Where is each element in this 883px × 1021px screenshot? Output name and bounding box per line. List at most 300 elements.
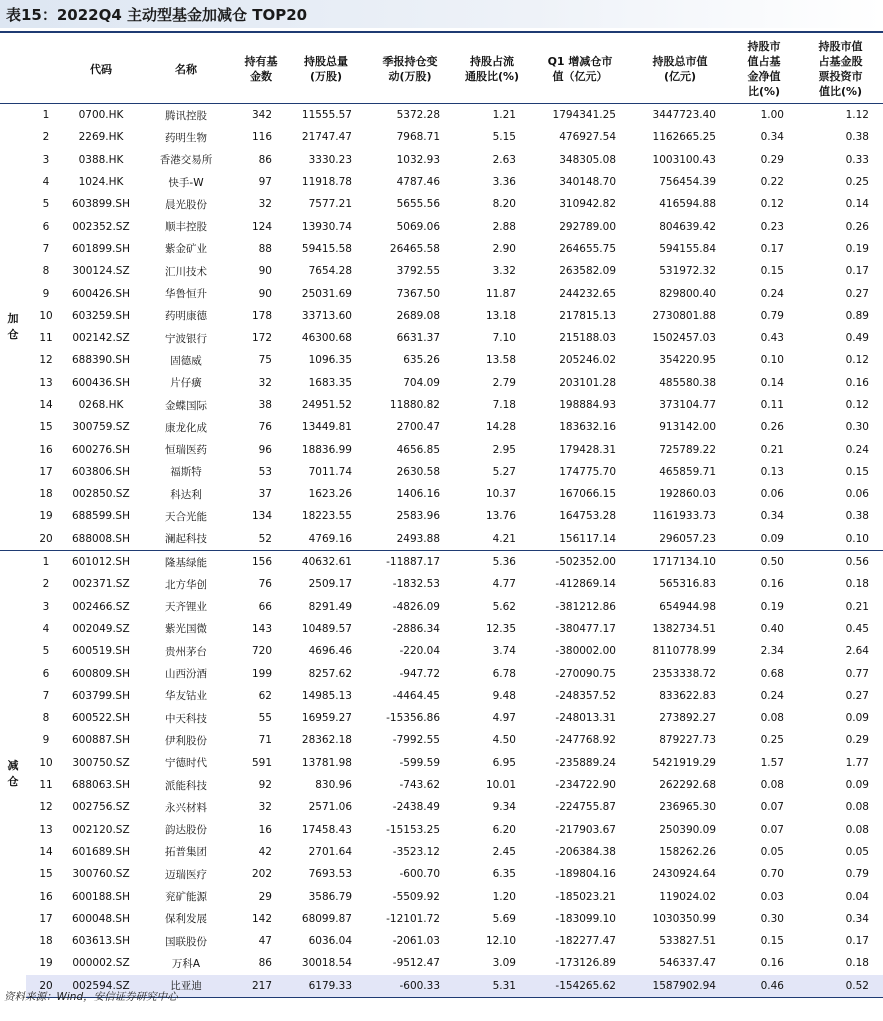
- table-cell: 116: [251, 131, 272, 144]
- table-cell: 90: [258, 265, 272, 278]
- table-cell: 1161933.73: [652, 510, 716, 523]
- column-header: 持股总量 (万股): [304, 55, 348, 83]
- table-cell: 53: [258, 465, 272, 478]
- table-cell: 0.10: [798, 528, 883, 551]
- table-cell: 32: [258, 801, 272, 814]
- table-cell: 264655.75: [559, 242, 616, 255]
- table-cell: 2.34: [760, 645, 784, 658]
- table-cell: 531972.32: [659, 265, 716, 278]
- table-cell: 830.96: [315, 779, 352, 792]
- table-cell: -600.33: [366, 975, 454, 998]
- table-cell: 2.88: [492, 220, 516, 233]
- table-cell: 2.79: [492, 376, 516, 389]
- table-cell: -412869.14: [555, 578, 616, 591]
- table-cell: 71: [258, 734, 272, 747]
- table-cell: 0.15: [845, 465, 869, 478]
- table-cell: 0.16: [760, 957, 784, 970]
- table-cell: 0.15: [760, 265, 784, 278]
- table-cell: 4.21: [454, 528, 530, 551]
- table-cell: 科达利: [170, 488, 202, 501]
- table-cell: 13449.81: [301, 421, 352, 434]
- table-row: [0, 305, 883, 327]
- table-cell: 2509.17: [308, 578, 352, 591]
- table-cell: 0.70: [760, 868, 784, 881]
- table-cell: 1683.35: [308, 376, 352, 389]
- table-cell: 国联股份: [165, 935, 207, 948]
- table-cell: 1003100.43: [652, 153, 716, 166]
- table-row: [0, 238, 883, 260]
- column-header: 代码: [90, 62, 112, 76]
- table-cell: 465859.71: [659, 465, 716, 478]
- table-row: [0, 863, 883, 885]
- table-cell: 1502457.03: [652, 332, 716, 345]
- table-cell: 5: [42, 645, 50, 658]
- table-cell: 2.45: [492, 845, 516, 858]
- table-cell: 236965.30: [659, 801, 716, 814]
- table-cell: 17: [39, 912, 53, 925]
- table-cell: -173126.89: [555, 957, 616, 970]
- table-cell: -270090.75: [555, 667, 616, 680]
- table-cell: 0.29: [845, 734, 869, 747]
- table-cell: 3.09: [492, 957, 516, 970]
- table-cell: 0.89: [845, 309, 869, 322]
- table-cell: 1096.35: [308, 354, 352, 367]
- table-cell: -5509.92: [392, 890, 440, 903]
- table-cell: 1030350.99: [652, 912, 716, 925]
- table-cell: 199: [251, 667, 272, 680]
- table-cell: 0.56: [845, 556, 869, 569]
- fund-position-table: [0, 35, 883, 998]
- table-cell: 348305.08: [559, 153, 616, 166]
- table-cell: 0.14: [845, 198, 869, 211]
- table-cell: 7: [42, 689, 50, 702]
- source-note: 资料来源：Wind，安信证券研究中心: [4, 991, 178, 1003]
- table-cell: 1.57: [760, 756, 784, 769]
- table-title: 表15：2022Q4 主动型基金加减仓 TOP20: [6, 6, 308, 24]
- table-cell: 0.18: [845, 957, 869, 970]
- table-cell: -2438.49: [392, 801, 440, 814]
- table-cell: 天齐锂业: [165, 601, 207, 614]
- table-cell: 兖矿能源: [165, 891, 207, 904]
- table-cell: 10: [39, 309, 53, 322]
- table-cell: 0.06: [760, 488, 784, 501]
- table-cell: 16: [39, 890, 53, 903]
- table-cell: -234722.90: [555, 779, 616, 792]
- table-cell: 002371.SZ: [72, 578, 130, 591]
- table-cell: 0.34: [760, 131, 784, 144]
- table-cell: 0.49: [845, 332, 869, 345]
- table-cell: 0.24: [760, 689, 784, 702]
- table-cell: 13: [39, 376, 53, 389]
- table-cell: -1832.53: [392, 578, 440, 591]
- table-row: [0, 685, 883, 707]
- table-cell: 68099.87: [301, 912, 352, 925]
- table-row: [0, 841, 883, 863]
- table-cell: 2353338.72: [652, 667, 716, 680]
- table-cell: 47: [258, 935, 272, 948]
- table-cell: -189804.16: [555, 868, 616, 881]
- table-cell: 2730801.88: [652, 309, 716, 322]
- table-cell: 565316.83: [659, 578, 716, 591]
- table-cell: 203101.28: [559, 376, 616, 389]
- table-cell: 546337.47: [659, 957, 716, 970]
- table-cell: -182277.47: [555, 935, 616, 948]
- table-cell: 300124.SZ: [72, 265, 130, 278]
- table-cell: 5069.06: [396, 220, 440, 233]
- table-cell: 片仔癀: [170, 377, 202, 390]
- table-cell: 0.06: [845, 488, 869, 501]
- table-row: [0, 282, 883, 304]
- table-cell: 北方华创: [165, 578, 207, 591]
- table-cell: 4.77: [492, 578, 516, 591]
- table-cell: 5.62: [492, 600, 516, 613]
- table-cell: 2430924.64: [652, 868, 716, 881]
- table-cell: 2689.08: [396, 309, 440, 322]
- table-cell: 603806.SH: [72, 465, 130, 478]
- table-cell: 1: [42, 109, 50, 122]
- table-cell: 0.19: [760, 600, 784, 613]
- table-cell: 0.05: [845, 845, 869, 858]
- table-row: [0, 618, 883, 640]
- table-cell: 119024.02: [659, 890, 716, 903]
- table-cell: 0.24: [760, 287, 784, 300]
- table-cell: 0.79: [845, 868, 869, 881]
- table-cell: 635.26: [403, 354, 440, 367]
- table-cell: 688599.SH: [72, 510, 130, 523]
- table-cell: 15: [39, 421, 53, 434]
- table-cell: 0.16: [760, 578, 784, 591]
- table-cell: 354220.95: [659, 354, 716, 367]
- table-cell: 720: [251, 645, 272, 658]
- table-cell: 30018.54: [301, 957, 352, 970]
- table-cell: 217: [236, 975, 286, 998]
- table-cell: 262292.68: [659, 779, 716, 792]
- table-row: [0, 483, 883, 505]
- table-cell: 829800.40: [659, 287, 716, 300]
- table-cell: 山西汾酒: [165, 668, 207, 681]
- table-cell: 263582.09: [559, 265, 616, 278]
- table-cell: 002352.SZ: [72, 220, 130, 233]
- table-cell: 485580.38: [659, 376, 716, 389]
- header-row: [0, 35, 883, 104]
- table-cell: 250390.09: [659, 823, 716, 836]
- table-cell: 10.01: [485, 779, 516, 792]
- table-cell: 万科A: [171, 957, 201, 970]
- table-cell: 拓普集团: [165, 846, 207, 859]
- table-cell: 21747.47: [301, 131, 352, 144]
- column-header: 名称: [175, 62, 197, 76]
- table-cell: 0.21: [845, 600, 869, 613]
- table-cell: 804639.42: [659, 220, 716, 233]
- table-cell: 603613.SH: [72, 935, 130, 948]
- table-cell: -11887.17: [386, 556, 440, 569]
- table-cell: -381212.86: [555, 600, 616, 613]
- table-row: [0, 596, 883, 618]
- table-cell: 0.10: [760, 354, 784, 367]
- table-cell: 688008.SH: [66, 528, 136, 551]
- table-cell: -600.70: [399, 868, 440, 881]
- table-cell: -15356.86: [386, 712, 440, 725]
- table-cell: 654944.98: [659, 600, 716, 613]
- table-cell: 3586.79: [308, 890, 352, 903]
- table-cell: 11: [39, 779, 53, 792]
- table-cell: 5421919.29: [652, 756, 716, 769]
- table-cell: 1.21: [492, 109, 516, 122]
- table-cell: 2583.96: [396, 510, 440, 523]
- table-cell: 2493.88: [366, 528, 454, 551]
- table-cell: 0388.HK: [78, 153, 124, 166]
- table-cell: -154265.62: [530, 975, 630, 998]
- table-cell: -15153.25: [386, 823, 440, 836]
- table-cell: 52: [236, 528, 286, 551]
- table-cell: 1.77: [845, 756, 869, 769]
- table-cell: 4.97: [492, 712, 516, 725]
- table-cell: 2269.HK: [78, 131, 124, 144]
- table-cell: 0.30: [760, 912, 784, 925]
- table-cell: 12.35: [485, 622, 516, 635]
- table-cell: 756454.39: [659, 176, 716, 189]
- table-cell: 4: [42, 622, 50, 635]
- table-cell: 2: [42, 578, 50, 591]
- table-cell: 8: [42, 265, 50, 278]
- table-cell: 7577.21: [308, 198, 352, 211]
- table-cell: 16: [39, 443, 53, 456]
- table-cell: 1406.16: [396, 488, 440, 501]
- table-cell: 紫金矿业: [165, 243, 207, 256]
- table-cell: 342: [251, 109, 272, 122]
- table-cell: 0.11: [760, 399, 784, 411]
- table-cell: 704.09: [403, 376, 440, 389]
- table-cell: 比亚迪: [136, 975, 236, 998]
- table-cell: 13.18: [485, 309, 516, 322]
- table-cell: 202: [251, 868, 272, 881]
- table-cell: 25031.69: [301, 287, 352, 300]
- table-cell: 2.64: [845, 645, 869, 658]
- table-cell: 002594.SZ: [66, 975, 136, 998]
- table-cell: 1162665.25: [652, 131, 716, 144]
- table-cell: 华友钴业: [165, 690, 207, 703]
- table-cell: 0.40: [760, 622, 784, 635]
- table-cell: 紫光国微: [165, 623, 207, 636]
- table-cell: 179428.31: [559, 443, 616, 456]
- table-cell: 15: [39, 868, 53, 881]
- table-cell: 汇川技术: [165, 265, 207, 278]
- table-cell: 600426.SH: [72, 287, 130, 300]
- table-cell: 0.23: [760, 220, 784, 233]
- table-row: [0, 550, 883, 573]
- table-cell: 26465.58: [389, 242, 440, 255]
- table-cell: 永兴材料: [165, 801, 207, 814]
- table-cell: 7011.74: [308, 465, 352, 478]
- table-cell: 0.50: [760, 556, 784, 569]
- table-cell: 8257.62: [308, 667, 352, 680]
- table-cell: 11918.78: [301, 176, 352, 189]
- table-cell: 10: [39, 756, 53, 769]
- table-cell: 0.29: [760, 153, 784, 166]
- table-cell: 164753.28: [559, 510, 616, 523]
- table-cell: 福斯特: [170, 466, 202, 479]
- table-cell: 16959.27: [301, 712, 352, 725]
- table-cell: 5655.56: [396, 198, 440, 211]
- table-cell: 1.20: [492, 890, 516, 903]
- column-header: Q1 增减仓市 值（亿元）: [547, 55, 613, 83]
- table-row: [0, 126, 883, 148]
- table-cell: 迈瑞医疗: [165, 868, 207, 881]
- table-cell: 0.25: [760, 734, 784, 747]
- table-cell: 0.68: [760, 667, 784, 680]
- table-cell: 688063.SH: [72, 779, 130, 792]
- table-cell: 3: [42, 153, 50, 166]
- table-cell: 192860.03: [659, 488, 716, 501]
- table-cell: 292789.00: [559, 220, 616, 233]
- table-cell: 0700.HK: [78, 109, 124, 122]
- table-cell: 416594.88: [659, 198, 716, 211]
- table-cell: 59415.58: [301, 242, 352, 255]
- table-row: [0, 729, 883, 751]
- table-cell: 600519.SH: [72, 645, 130, 658]
- table-cell: 0.43: [760, 332, 784, 345]
- table-cell: 600276.SH: [72, 443, 130, 456]
- table-cell: -380477.17: [555, 622, 616, 635]
- table-cell: 0.77: [845, 667, 869, 680]
- table-cell: 8: [42, 712, 50, 725]
- table-cell: 1382734.51: [652, 622, 716, 635]
- table-cell: 14.28: [485, 421, 516, 434]
- table-cell: -9512.47: [392, 957, 440, 970]
- table-cell: 0.34: [845, 912, 869, 925]
- table-cell: 0.17: [845, 935, 869, 948]
- table-cell: 6.20: [492, 823, 516, 836]
- table-cell: 12: [39, 354, 53, 367]
- table-cell: 3330.23: [308, 153, 352, 166]
- table-cell: 0.30: [845, 421, 869, 434]
- table-cell: 37: [258, 488, 272, 501]
- table-cell: 600809.SH: [72, 667, 130, 680]
- table-cell: 6.35: [492, 868, 516, 881]
- table-cell: 固德威: [170, 354, 202, 367]
- table-cell: 340148.70: [559, 176, 616, 189]
- table-cell: 0.52: [798, 975, 883, 998]
- table-cell: 9.48: [492, 689, 516, 702]
- table-cell: 4769.16: [286, 528, 366, 551]
- table-row: [0, 193, 883, 215]
- table-row: [0, 930, 883, 952]
- table-cell: 1032.93: [396, 153, 440, 166]
- table-cell: 贵州茅台: [165, 645, 207, 658]
- table-cell: 8110778.99: [652, 645, 716, 658]
- table-cell: 7654.28: [308, 265, 352, 278]
- column-header: 持股占流 通股比(%): [464, 55, 520, 83]
- table-cell: 0.17: [845, 265, 869, 278]
- table-cell: 19: [39, 957, 53, 970]
- table-cell: 6: [42, 220, 50, 233]
- table-cell: 913142.00: [659, 421, 716, 434]
- table-cell: 0.12: [760, 198, 784, 211]
- table-cell: 药明生物: [165, 131, 207, 144]
- table-cell: -217903.67: [555, 823, 616, 836]
- column-header: 持股总市值 (亿元): [652, 55, 708, 83]
- column-header: 持股市值 占基金股 票投资市 值比(%): [818, 40, 863, 98]
- table-cell: 300759.SZ: [72, 421, 130, 434]
- table-cell: 快手-W: [168, 176, 204, 189]
- table-cell: 600522.SH: [72, 712, 130, 725]
- table-row: [0, 752, 883, 774]
- column-header: 持股市 值占基 金净值 比(%): [747, 40, 781, 98]
- table-cell: 7367.50: [396, 287, 440, 300]
- table-cell: 6: [42, 667, 50, 680]
- table-cell: 273892.27: [659, 712, 716, 725]
- table-cell: 167066.15: [559, 488, 616, 501]
- table-cell: 88: [258, 242, 272, 255]
- table-cell: -743.62: [399, 779, 440, 792]
- table-cell: 10489.57: [301, 622, 352, 635]
- table-cell: 0.24: [845, 443, 869, 456]
- table-cell: 9: [42, 734, 50, 747]
- title-rule: [0, 31, 883, 33]
- table-cell: -7992.55: [392, 734, 440, 747]
- table-cell: 0.46: [730, 975, 798, 998]
- table-cell: 12.10: [485, 935, 516, 948]
- table-row: [0, 327, 883, 349]
- table-cell: -3523.12: [392, 845, 440, 858]
- table-cell: 0.13: [760, 465, 784, 478]
- table-cell: 7693.53: [308, 868, 352, 881]
- table-cell: 46300.68: [301, 332, 352, 345]
- table-cell: 143: [251, 622, 272, 635]
- table-cell: 0.26: [845, 220, 869, 233]
- table-row: [0, 707, 883, 729]
- table-cell: 5372.28: [396, 109, 440, 122]
- table-cell: -206384.38: [555, 845, 616, 858]
- table-cell: 5.36: [492, 556, 516, 569]
- table-cell: 0.08: [760, 779, 784, 792]
- table-cell: 0.05: [760, 845, 784, 858]
- table-cell: 天合光能: [165, 510, 207, 523]
- table-cell: 92: [258, 779, 272, 792]
- table-cell: 601012.SH: [72, 556, 130, 569]
- table-cell: 601689.SH: [72, 845, 130, 858]
- table-cell: -2061.03: [392, 935, 440, 948]
- group-label: 减 仓: [7, 759, 19, 789]
- table-cell: 300760.SZ: [72, 868, 130, 881]
- table-cell: -12101.72: [386, 912, 440, 925]
- table-cell: -248357.52: [555, 689, 616, 702]
- table-cell: 2630.58: [396, 465, 440, 478]
- group-label: 加 仓: [0, 104, 26, 551]
- table-cell: 0.07: [760, 823, 784, 836]
- table-cell: -380002.00: [555, 645, 616, 658]
- table-cell: 20: [26, 528, 66, 551]
- table-cell: 296057.23: [630, 528, 730, 551]
- table-cell: 1717134.10: [652, 556, 716, 569]
- table-cell: 11.87: [485, 287, 516, 300]
- table-cell: 3.36: [492, 176, 516, 189]
- table-cell: 药明康德: [165, 310, 207, 323]
- table-cell: 178: [251, 309, 272, 322]
- table-cell: 134: [251, 510, 272, 523]
- table-cell: 66: [258, 600, 272, 613]
- table-cell: 6631.37: [396, 332, 440, 345]
- table-cell: 0.12: [845, 399, 869, 411]
- table-cell: 14: [39, 845, 53, 858]
- table-cell: 13: [39, 823, 53, 836]
- table-cell: 20: [26, 975, 66, 998]
- table-cell: 香港交易所: [159, 154, 213, 167]
- table-cell: 17458.43: [301, 823, 352, 836]
- table-cell: 伊利股份: [165, 734, 207, 747]
- table-cell: 1587902.94: [630, 975, 730, 998]
- table-cell: 11880.82: [389, 399, 440, 411]
